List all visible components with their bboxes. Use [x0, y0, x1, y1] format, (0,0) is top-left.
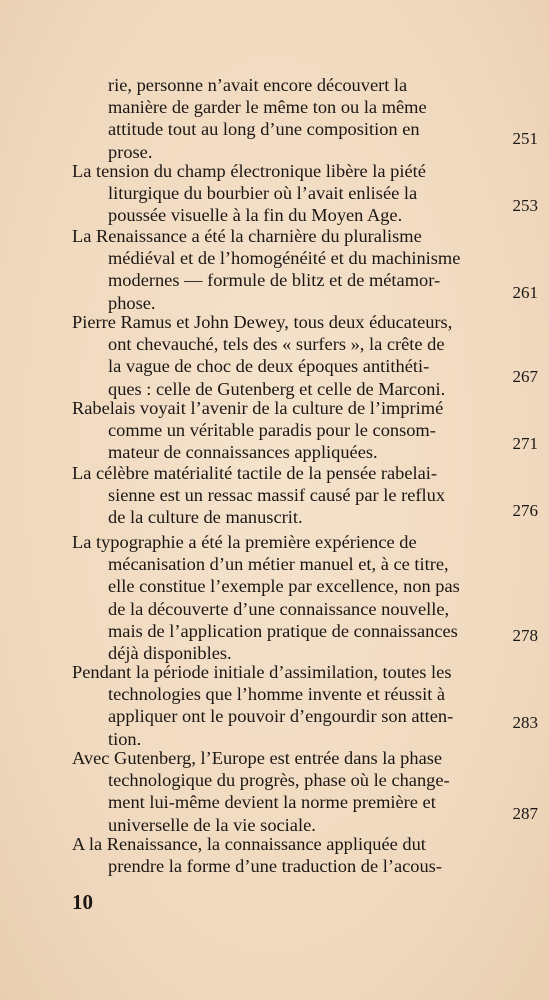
- toc-entry-line: mécanisation d’un métier manuel et, à ce titre,: [108, 554, 449, 575]
- toc-entry: [72, 74, 476, 163]
- toc-entry-line: Pendant la période initiale d’assimilation, toutes les: [72, 662, 452, 682]
- toc-entry-line: technologique du progrès, phase où le change-: [108, 770, 450, 791]
- toc-entry-line: mateur de connaissances appliquées.: [108, 442, 378, 463]
- toc-entry: [72, 225, 476, 314]
- toc-page-number: 287: [512, 804, 538, 823]
- toc-page-number: 271: [512, 434, 538, 453]
- toc-page-number: 253: [512, 196, 538, 215]
- toc-entry-line: la vague de choc de deux époques antithéti-: [108, 356, 430, 377]
- toc-entry-line: Avec Gutenberg, l’Europe est entrée dans la phase: [72, 748, 443, 768]
- toc-entry: [72, 462, 476, 529]
- toc-page-number: 276: [512, 501, 538, 520]
- page-folio: 10: [72, 890, 93, 914]
- toc-entry-line: appliquer ont le pouvoir d’engourdir son atten-: [108, 706, 454, 727]
- toc-entry-line: prose.: [108, 141, 153, 162]
- toc-entry-line: La Renaissance a été la charnière du pluralisme: [72, 226, 422, 246]
- toc-page-number: 251: [512, 129, 538, 148]
- toc-entry-line: poussée visuelle à la fin du Moyen Age.: [108, 205, 403, 226]
- toc-entry-line: médiéval et de l’homogénéité et du machinisme: [108, 248, 461, 269]
- toc-entry-line: de la culture de manuscrit.: [108, 507, 303, 528]
- toc-entry-line: liturgique du bourbier où l’avait enlisée la: [108, 183, 418, 204]
- toc-entry-line: attitude tout au long d’une composition en: [108, 119, 420, 140]
- toc-page-number: 267: [512, 367, 538, 386]
- toc-entry-line: tion.: [108, 728, 142, 749]
- toc-entry-line: modernes — formule de blitz et de métamor-: [108, 270, 441, 291]
- toc-page-number: 278: [512, 626, 538, 645]
- toc-entry-line: manière de garder le même ton ou la même: [108, 97, 427, 118]
- toc-entry-line: technologies que l’homme invente et réussit à: [108, 684, 446, 705]
- toc-entry-line: mais de l’application pratique de connaissances: [108, 620, 458, 641]
- toc-entry: [72, 661, 476, 750]
- toc-entry-line: ment lui-même devient la norme première et: [108, 792, 436, 813]
- toc-entry: [72, 397, 476, 464]
- toc-page-number: 283: [512, 713, 538, 732]
- toc-entry: [72, 747, 476, 836]
- toc-entry-line: sienne est un ressac massif causé par le reflux: [108, 485, 446, 506]
- toc-entry: [72, 160, 476, 227]
- toc-entry-line: de la découverte d’une connaissance nouvelle,: [108, 598, 450, 619]
- toc-entry-line: comme un véritable paradis pour le consom-: [108, 420, 436, 441]
- toc-entry-line: La célèbre matérialité tactile de la pensée rabelai-: [72, 463, 438, 483]
- toc-entry-line: ques : celle de Gutenberg et celle de Marconi.: [108, 378, 446, 399]
- toc-entry: [72, 531, 476, 664]
- toc-entry-line: elle constitue l’exemple par excellence, non pas: [108, 576, 460, 597]
- toc-entry-line: ont chevauché, tels des « surfers », la crête de: [108, 334, 445, 355]
- toc-entry-line: A la Renaissance, la connaissance appliquée dut: [72, 834, 426, 854]
- toc-entry-line: Pierre Ramus et John Dewey, tous deux éducateurs,: [72, 312, 453, 332]
- toc-entry-line: La tension du champ électronique libère la piété: [72, 161, 426, 181]
- toc-entry-line: universelle de la vie sociale.: [108, 814, 316, 835]
- toc-entry: [72, 833, 476, 877]
- toc-entry-line: phose.: [108, 292, 156, 313]
- toc-entry-line: La typographie a été la première expérience de: [72, 532, 417, 552]
- toc-entry: [72, 311, 476, 400]
- toc-entry-line: rie, personne n’avait encore découvert la: [108, 75, 408, 95]
- toc-entry-line: déjà disponibles.: [108, 643, 232, 664]
- toc-entry-line: prendre la forme d’une traduction de l’acous-: [108, 856, 442, 877]
- toc-page-number: 261: [512, 283, 538, 302]
- toc-entry-line: Rabelais voyait l’avenir de la culture de l’imprimé: [72, 398, 444, 418]
